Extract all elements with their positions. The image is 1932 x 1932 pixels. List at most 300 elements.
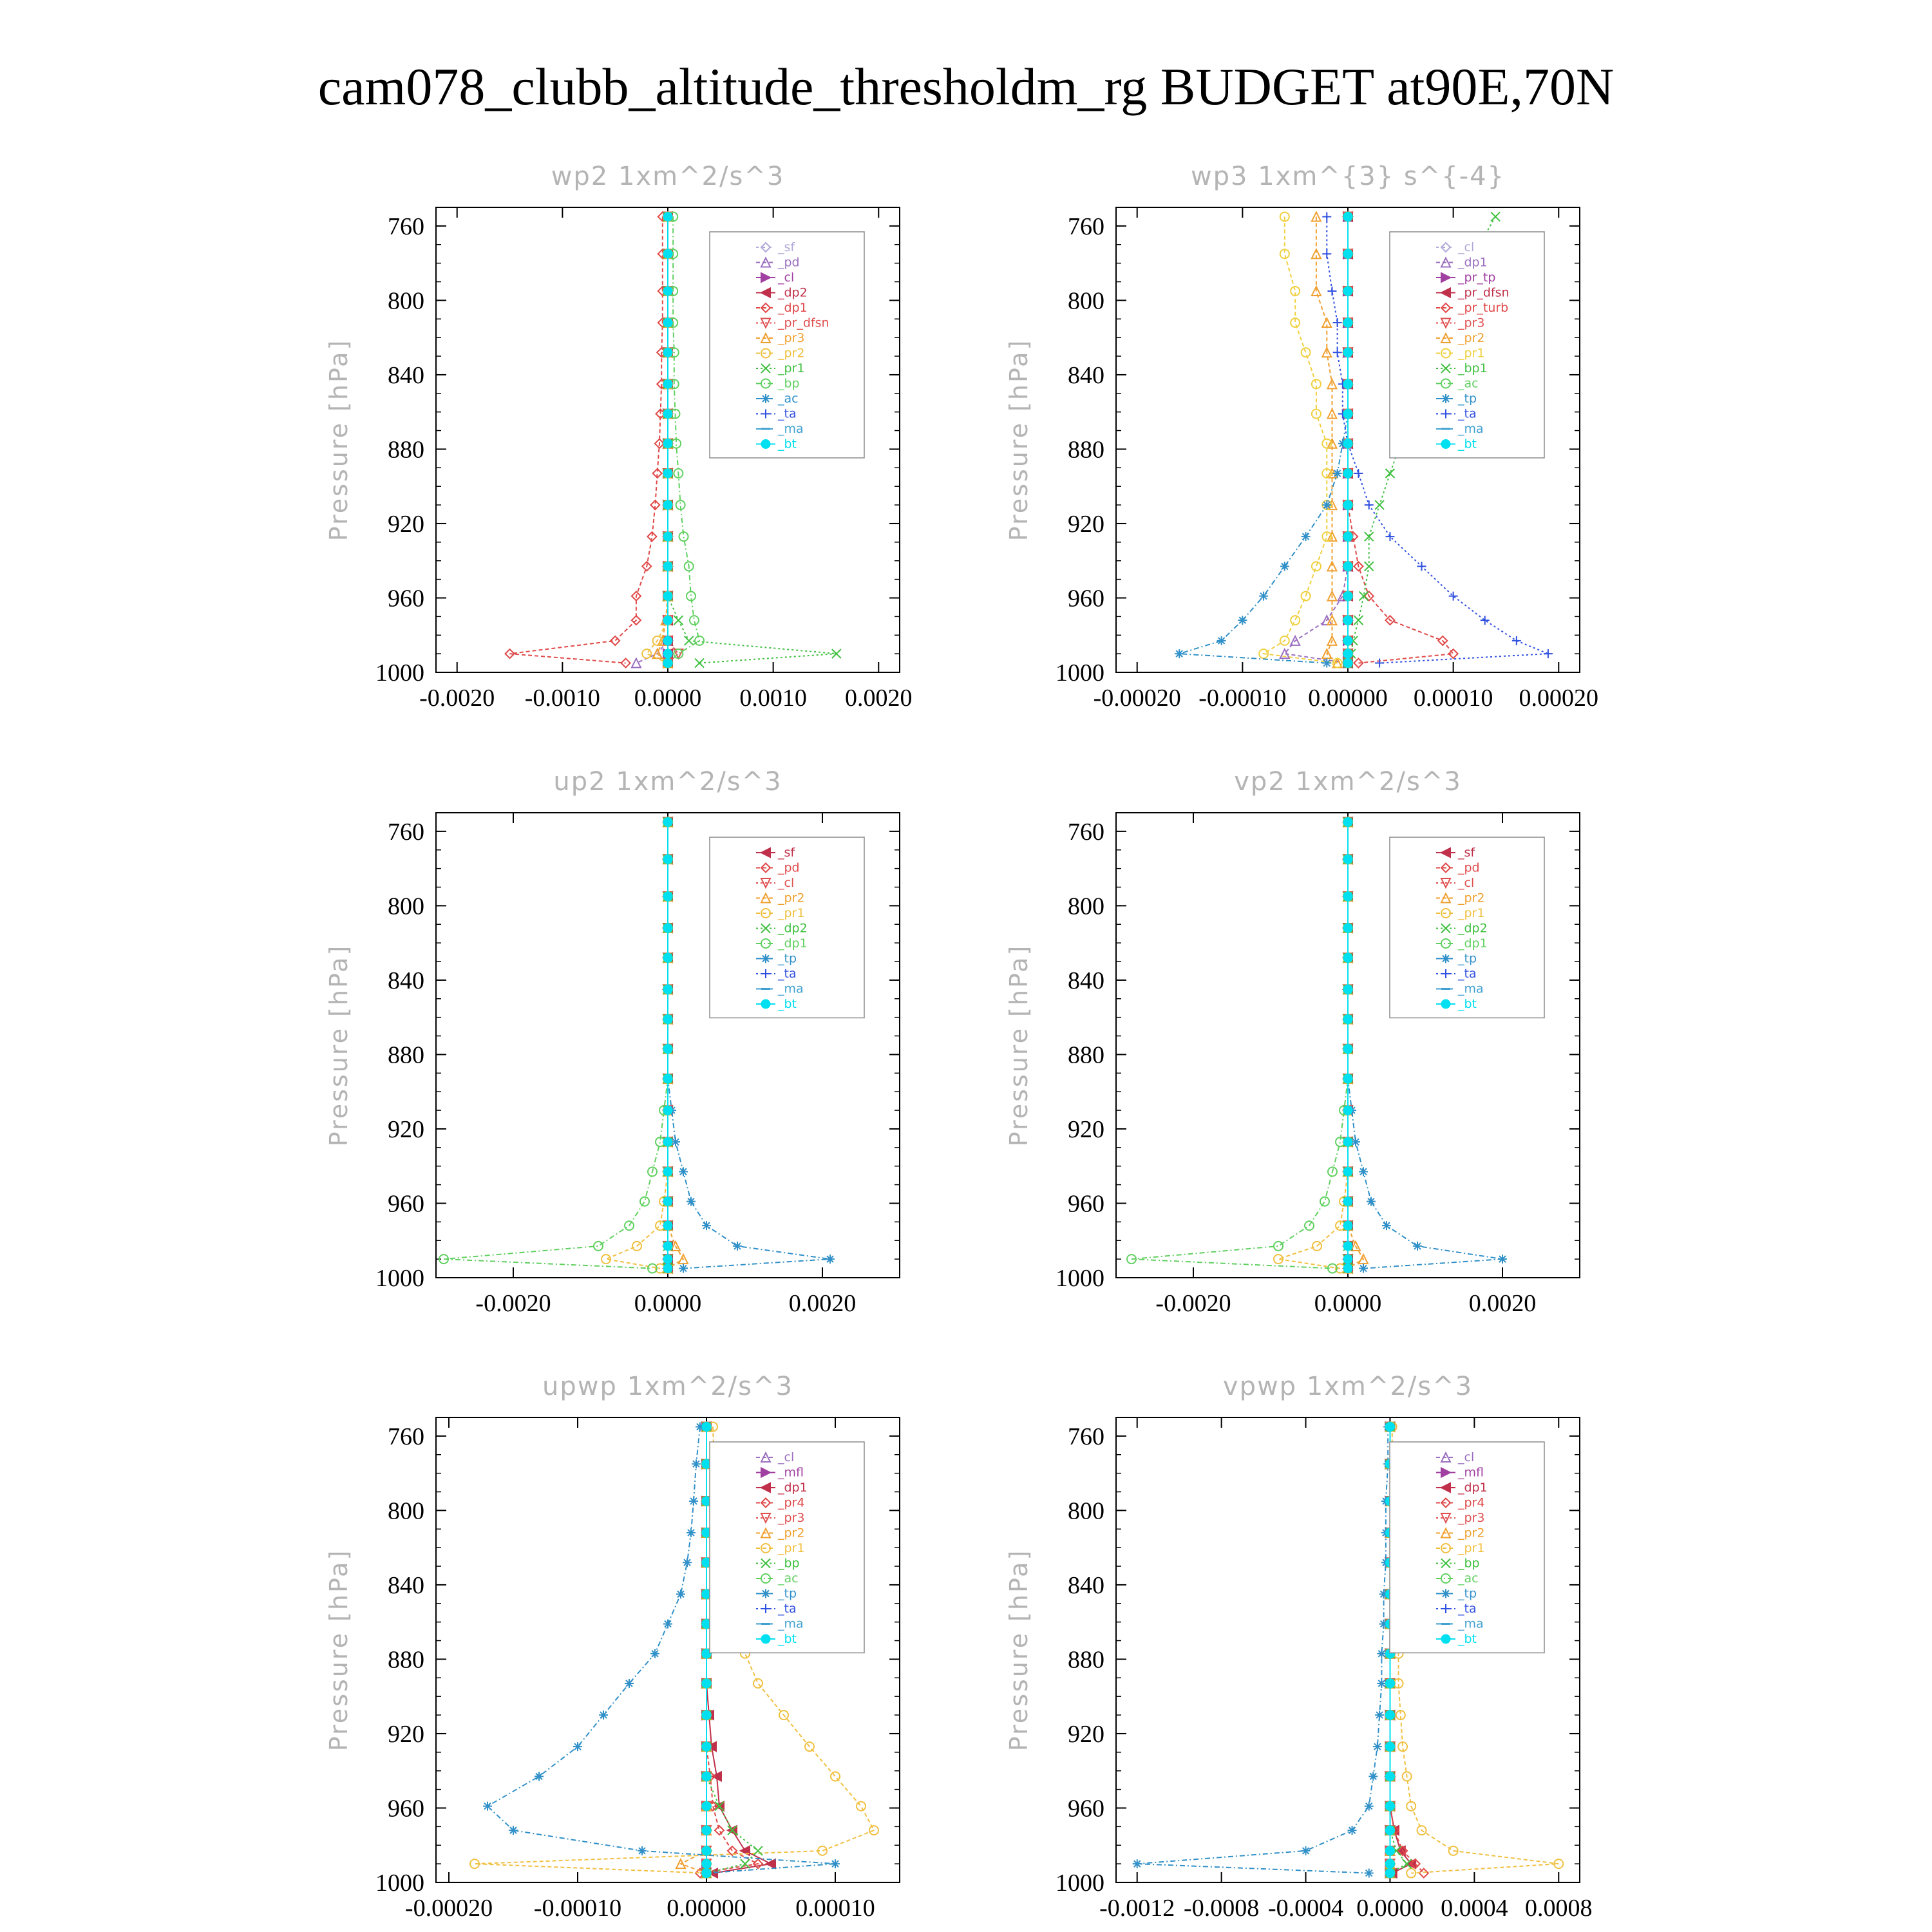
legend-label_dp2: _dp2: [1458, 921, 1488, 936]
data-point_bt: [663, 212, 672, 221]
data-point_bt: [663, 659, 672, 668]
legend-label_pr3: _pr3: [778, 1511, 805, 1525]
x-tick-label: 0.00020: [1519, 685, 1599, 712]
x-tick-label: -0.0020: [1155, 1290, 1231, 1317]
y-tick-label: 1000: [375, 659, 424, 687]
upwp-panel: [325, 1372, 900, 1922]
x-tick-label: -0.0020: [475, 1290, 551, 1317]
data-point_tp: [687, 1528, 696, 1537]
data-point_bt: [1385, 1679, 1394, 1688]
data-point_tp: [676, 1589, 685, 1598]
legend-label_sf: _sf: [778, 240, 795, 254]
data-point_bt: [1385, 1869, 1394, 1878]
data-point_bt: [1343, 892, 1352, 901]
data-point_tp: [1375, 1710, 1384, 1719]
legend-label_dp1: _dp1: [1458, 1481, 1488, 1495]
data-point_bt: [663, 817, 672, 826]
legend-label_ma: _ma: [1458, 422, 1484, 436]
legend-label_cl: _cl: [1458, 1450, 1475, 1464]
data-point_bt: [663, 1045, 672, 1054]
data-point_pr1: [685, 636, 694, 645]
y-tick-label: 760: [388, 818, 424, 846]
data-point_bt: [1343, 1255, 1352, 1264]
legend-marker_ac: [761, 394, 770, 403]
data-point_tp: [1377, 1679, 1386, 1688]
data-point_bp1: [1375, 500, 1384, 509]
data-point_bt: [702, 1802, 711, 1811]
legend-label_pr1: _pr1: [778, 906, 805, 920]
data-point_bt: [1343, 636, 1352, 645]
data-point_bt: [663, 562, 672, 571]
data-point_ta: [1333, 348, 1342, 357]
legend-label_cl: _cl: [1458, 876, 1475, 890]
legend-label_ma: _ma: [1458, 1616, 1484, 1631]
data-point_bt: [663, 318, 672, 327]
vpwp-panel: [1005, 1372, 1593, 1922]
y-tick-label: 840: [388, 967, 424, 994]
data-point_bt: [663, 500, 672, 509]
data-point_bt: [663, 892, 672, 901]
y-tick-label: 920: [388, 1115, 424, 1143]
legend-marker_bt: [1441, 1634, 1450, 1643]
legend-label_bt: _bt: [1458, 1632, 1477, 1646]
data-point_ta: [1333, 318, 1342, 327]
legend-label_bp1: _bp1: [1458, 361, 1488, 375]
data-point_bt: [1385, 1846, 1394, 1855]
legend-label_dp1: _dp1: [778, 301, 808, 315]
legend-label_pr1: _pr1: [778, 361, 805, 375]
legend-label_ta: _ta: [778, 1602, 797, 1616]
legend-label_mfl: _mfl: [778, 1465, 804, 1480]
legend-label_sf: _sf: [1458, 846, 1475, 860]
legend-label_dp1: _dp1: [1458, 936, 1488, 951]
x-tick-label: 0.00010: [795, 1895, 875, 1922]
data-point_tp: [1365, 1869, 1374, 1878]
data-point_tp: [683, 1558, 692, 1567]
data-point_tp: [1259, 592, 1268, 601]
data-point_bt: [1385, 1710, 1394, 1719]
data-point_tp: [1302, 1846, 1311, 1855]
panel-title: vpwp 1xm^2/s^3: [1222, 1372, 1473, 1401]
data-point_tp: [573, 1742, 582, 1751]
data-point_tp: [692, 1459, 701, 1468]
data-point_bt: [663, 1106, 672, 1115]
legend-label_pr_dfsn: _pr_dfsn: [1458, 285, 1510, 300]
legend-label_dp2: _dp2: [778, 285, 808, 300]
x-tick-label: 0.0020: [788, 1290, 857, 1317]
y-tick-label: 800: [388, 287, 424, 315]
legend-marker_bt: [761, 999, 770, 1009]
series-line_dp1: [444, 822, 668, 1268]
data-point_bp1: [1365, 562, 1374, 571]
data-point_bp1: [1385, 469, 1394, 478]
data-point_bt: [1343, 923, 1352, 933]
data-point_bt: [1385, 1802, 1394, 1811]
data-point_ta: [1375, 659, 1384, 668]
legend-label_pr2: _pr2: [1458, 891, 1485, 905]
y-tick-label: 960: [388, 585, 424, 612]
data-point_tp: [650, 1649, 659, 1658]
legend-label_ta: _ta: [1458, 967, 1477, 981]
data-point_bt: [663, 379, 672, 388]
x-tick-label: 0.0000: [1314, 1290, 1382, 1317]
data-point_tp: [1368, 1772, 1378, 1781]
legend-label_pd: _pd: [1458, 860, 1480, 875]
data-point_tp: [826, 1255, 835, 1264]
data-point_bt: [663, 1255, 672, 1264]
data-point_tp: [687, 1197, 696, 1206]
legend-label_ac: _ac: [1458, 1571, 1479, 1586]
data-point_ta: [1322, 212, 1331, 221]
data-point_bt: [663, 1221, 672, 1230]
data-point_bp1: [1491, 212, 1500, 221]
data-point_tp: [1373, 1742, 1382, 1751]
data-point_pr1: [1291, 616, 1300, 625]
data-point_bp: [753, 1846, 762, 1855]
legend-label_cl: _cl: [1458, 240, 1475, 254]
data-point_tp: [1382, 1221, 1391, 1230]
data-point_bt: [1343, 562, 1352, 571]
data-point_dp1: [621, 659, 630, 668]
data-point_bt: [663, 439, 672, 448]
data-point_bt: [1343, 1074, 1352, 1083]
legend-label_bp: _bp: [778, 376, 800, 391]
data-point_bt: [1343, 379, 1352, 388]
x-tick-label: 0.0008: [1525, 1895, 1593, 1922]
data-point_pr1: [1406, 1869, 1416, 1878]
data-point_ta: [1481, 616, 1490, 625]
legend-label_pd: _pd: [778, 860, 800, 875]
y-tick-label: 960: [388, 1795, 424, 1823]
legend-label_ac: _ac: [778, 1571, 799, 1586]
data-point_bt: [1343, 249, 1352, 258]
y-tick-label: 840: [388, 361, 424, 389]
data-point_tp: [1359, 1264, 1368, 1273]
data-point_bt: [663, 985, 672, 994]
panel-title: wp3 1xm^{3} s^{-4}: [1190, 162, 1506, 191]
legend-label_tp: _tp: [1458, 392, 1477, 406]
data-point_dp1: [1274, 1242, 1283, 1251]
legend-label_pr2: _pr2: [1458, 331, 1485, 345]
data-point_bt: [1343, 410, 1352, 419]
data-point_bt: [663, 855, 672, 864]
y-axis-label: Pressure [hPa]: [325, 338, 353, 542]
y-tick-label: 840: [388, 1571, 424, 1599]
data-point_bt: [663, 649, 672, 658]
y-tick-label: 920: [388, 1720, 424, 1748]
data-point_bt: [663, 410, 672, 419]
y-tick-label: 880: [1068, 1041, 1104, 1069]
x-tick-label: 0.0000: [634, 1290, 702, 1317]
y-tick-label: 920: [1068, 510, 1104, 538]
y-tick-label: 760: [388, 1423, 424, 1450]
y-tick-label: 1000: [375, 1870, 424, 1897]
y-tick-label: 760: [1068, 1423, 1104, 1450]
data-point_bt: [702, 1772, 711, 1781]
legend-label_ma: _ma: [778, 1616, 804, 1631]
legend-label_pr1: _pr1: [1458, 1541, 1485, 1555]
data-point_bt: [1343, 1045, 1352, 1054]
data-point_tp: [625, 1679, 634, 1688]
legend-label_pr2: _pr2: [1458, 1526, 1485, 1540]
legend-label_ta: _ta: [778, 967, 797, 981]
legend-label_pr_tp: _pr_tp: [1458, 270, 1496, 285]
x-tick-label: 0.00010: [1413, 685, 1493, 712]
legend-label_pr1: _pr1: [778, 1541, 805, 1555]
data-point_bt: [663, 592, 672, 601]
legend-label_pr1: _pr1: [1458, 346, 1485, 361]
legend-label_pr4: _pr4: [1458, 1495, 1485, 1510]
data-point_bt: [1343, 1242, 1352, 1251]
data-point_dp1: [766, 1859, 775, 1868]
data-point_pr1: [1312, 562, 1321, 571]
data-point_pr1: [857, 1802, 866, 1811]
y-tick-label: 840: [1068, 967, 1104, 994]
data-point_bt: [1385, 1772, 1394, 1781]
y-tick-label: 840: [1068, 361, 1104, 389]
data-point_ta: [1512, 636, 1521, 645]
data-point_bp: [741, 1859, 750, 1868]
data-point_tp: [483, 1802, 492, 1811]
data-point_bt: [1343, 212, 1352, 221]
data-point_bt: [1343, 817, 1352, 826]
data-point_bt: [1343, 1015, 1352, 1024]
data-point_bt: [1343, 659, 1352, 668]
figure-title: cam078_clubb_altitude_thresholdm_rg BUDGET at90E,70N: [317, 57, 1615, 116]
data-point_bt: [663, 532, 672, 541]
legend-marker_bt: [761, 1634, 770, 1643]
series-line_pr1: [1264, 216, 1338, 663]
data-point_tp: [1367, 1197, 1376, 1206]
legend-label_bt: _bt: [1458, 997, 1477, 1011]
y-tick-label: 960: [1068, 1190, 1104, 1218]
data-point_bt: [702, 1422, 711, 1431]
data-point_tp: [663, 1620, 672, 1629]
y-tick-label: 800: [388, 893, 424, 920]
legend-label_tp: _tp: [1458, 951, 1477, 966]
data-point_tp: [599, 1710, 608, 1719]
x-tick-label: -0.0010: [524, 685, 600, 712]
data-point_tp: [689, 1497, 698, 1506]
legend-label_bp: _bp: [1458, 1556, 1480, 1571]
legend-marker_tp: [1441, 394, 1450, 403]
legend-label_bp: _bp: [778, 1556, 800, 1571]
data-point_bt: [663, 1137, 672, 1146]
data-point_bt: [702, 1869, 711, 1878]
data-point_bt: [702, 1846, 711, 1855]
legend-marker_tp: [1441, 954, 1450, 963]
data-point_tp: [1413, 1242, 1422, 1251]
data-point_bt: [1343, 649, 1352, 658]
x-tick-label: 0.0010: [739, 685, 807, 712]
data-point_bt: [663, 616, 672, 625]
data-point_ta: [1449, 592, 1458, 601]
legend-marker_tp: [1441, 1589, 1450, 1598]
data-point_pr4: [715, 1826, 724, 1835]
data-point_tp: [1217, 636, 1226, 645]
x-tick-label: -0.00020: [404, 1895, 493, 1922]
y-tick-label: 760: [1068, 818, 1104, 846]
data-point_bt: [663, 923, 672, 933]
data-point_bt: [1343, 348, 1352, 357]
data-point_tp: [733, 1242, 742, 1251]
y-tick-label: 1000: [1056, 1870, 1104, 1897]
data-point_bt: [1343, 439, 1352, 448]
y-axis-label: Pressure [hPa]: [325, 1548, 353, 1752]
y-tick-label: 880: [388, 1041, 424, 1069]
data-point_bt: [702, 1826, 711, 1835]
legend-label_pr2: _pr2: [778, 891, 805, 905]
data-point_pr1: [695, 659, 704, 668]
data-point_tp: [1133, 1859, 1142, 1868]
panel-title: upwp 1xm^2/s^3: [542, 1372, 793, 1401]
legend-label_mfl: _mfl: [1458, 1465, 1484, 1480]
panel-title: wp2 1xm^2/s^3: [551, 162, 785, 191]
legend-label_tp: _tp: [778, 951, 797, 966]
y-axis-label: Pressure [hPa]: [325, 943, 353, 1147]
data-point_bt: [1343, 287, 1352, 296]
data-point_tp: [679, 1167, 688, 1176]
legend-marker_tp: [761, 954, 770, 963]
legend-label_cl: _cl: [778, 876, 795, 890]
data-point_bt: [1343, 469, 1352, 478]
data-point_bt: [702, 1742, 711, 1751]
legend-label_pd: _pd: [778, 255, 800, 270]
panel-title: up2 1xm^2/s^3: [553, 767, 782, 797]
data-point_bt: [702, 1710, 711, 1719]
legend-label_dp1: _dp1: [778, 936, 808, 951]
legend-label_ac: _ac: [778, 392, 799, 406]
y-tick-label: 880: [388, 436, 424, 464]
legend-label_pr3: _pr3: [1458, 1511, 1485, 1525]
data-point_tp: [638, 1846, 647, 1855]
data-point_bt: [1343, 500, 1352, 509]
legend-label_cl: _cl: [778, 1450, 795, 1464]
legend-label_dp1: _dp1: [1458, 255, 1488, 270]
data-point_bt: [1343, 616, 1352, 625]
y-axis-label: Pressure [hPa]: [1005, 1548, 1033, 1752]
data-point_bt: [1343, 953, 1352, 962]
data-point_tp: [1175, 649, 1184, 658]
data-point_tp: [509, 1826, 518, 1835]
legend-label_ta: _ta: [1458, 406, 1477, 421]
data-point_ta: [1385, 532, 1394, 541]
y-tick-label: 920: [388, 510, 424, 538]
y-tick-label: 960: [1068, 585, 1104, 612]
legend-label_ma: _ma: [1458, 981, 1484, 996]
x-tick-label: 0.0004: [1441, 1895, 1508, 1922]
x-tick-label: -0.0020: [419, 685, 495, 712]
data-point_tp: [1498, 1255, 1507, 1264]
x-tick-label: -0.00010: [533, 1895, 622, 1922]
legend-label_pr3: _pr3: [778, 331, 805, 345]
data-point_bt: [663, 1167, 672, 1176]
series-line_pr1: [606, 822, 668, 1268]
y-tick-label: 840: [1068, 1571, 1104, 1599]
data-point_ta: [1322, 249, 1331, 258]
y-tick-label: 880: [388, 1646, 424, 1674]
x-tick-label: -0.0008: [1184, 1895, 1260, 1922]
x-tick-label: 0.00000: [1308, 685, 1388, 712]
legend-label_bt: _bt: [778, 1632, 797, 1646]
legend-label_ta: _ta: [1458, 1602, 1477, 1616]
y-tick-label: 1000: [1056, 1265, 1104, 1292]
panel-title: vp2 1xm^2/s^3: [1234, 767, 1462, 797]
data-point_bt: [663, 1242, 672, 1251]
data-point_tp: [1322, 659, 1331, 668]
y-tick-label: 760: [388, 213, 424, 240]
data-point_dp1: [640, 1197, 649, 1206]
data-point_ta: [1354, 469, 1363, 478]
legend-label_ma: _ma: [778, 422, 804, 436]
data-point_pr1: [674, 616, 683, 625]
legend-label_pr_dfsn: _pr_dfsn: [778, 316, 829, 330]
data-point_tp: [1302, 532, 1311, 541]
data-point_dp1: [1320, 1197, 1329, 1206]
y-tick-label: 920: [1068, 1115, 1104, 1143]
data-point_bt: [663, 1074, 672, 1083]
x-tick-label: -0.0012: [1099, 1895, 1175, 1922]
legend-marker_bt: [1441, 440, 1450, 449]
x-tick-label: 0.00000: [667, 1895, 746, 1922]
x-tick-label: -0.0004: [1267, 1895, 1344, 1922]
data-point_pr1: [831, 1772, 840, 1781]
data-point_tp: [1359, 1167, 1368, 1176]
data-point_bt: [1343, 985, 1352, 994]
data-point_bp1: [1354, 616, 1363, 625]
legend-label_pr4: _pr4: [778, 1495, 805, 1510]
legend-label_bt: _bt: [778, 437, 797, 451]
legend-label_tp: _tp: [1458, 1586, 1477, 1601]
legend-label_sf: _sf: [778, 846, 795, 860]
y-tick-label: 880: [1068, 1646, 1104, 1674]
data-point_bt: [702, 1679, 711, 1688]
series-line_dp1: [510, 216, 663, 663]
y-tick-label: 920: [1068, 1720, 1104, 1748]
legend-label_dp2: _dp2: [778, 921, 808, 936]
data-point_tp: [702, 1221, 711, 1230]
data-point_bt: [1343, 1197, 1352, 1206]
y-tick-label: 800: [1068, 893, 1104, 920]
legend-label_pr2: _pr2: [778, 346, 805, 361]
data-point_bt: [1385, 1422, 1394, 1431]
data-point_dp1: [594, 1242, 603, 1251]
up2-panel: [325, 767, 900, 1317]
data-point_tp: [1238, 616, 1247, 625]
data-point_pr1: [753, 1679, 762, 1688]
data-point_pr2: [642, 649, 651, 658]
legend-label_cl: _cl: [778, 270, 795, 285]
x-tick-label: 0.0000: [1356, 1895, 1424, 1922]
data-point_bt: [663, 636, 672, 645]
data-point_bt: [663, 348, 672, 357]
data-point_tp: [831, 1859, 840, 1868]
y-tick-label: 1000: [375, 1265, 424, 1292]
data-point_bt: [1343, 532, 1352, 541]
x-tick-label: 0.0000: [634, 685, 702, 712]
y-axis-label: Pressure [hPa]: [1005, 943, 1033, 1147]
data-point_tp: [1333, 469, 1342, 478]
data-point_bt: [1343, 855, 1352, 864]
series-line_dp1: [1132, 822, 1348, 1268]
data-point_tp: [1280, 562, 1289, 571]
y-tick-label: 800: [1068, 1497, 1104, 1525]
y-tick-label: 960: [388, 1190, 424, 1218]
data-point_bt: [663, 1264, 672, 1273]
data-point_tp: [535, 1772, 544, 1781]
data-point_bt: [1343, 1167, 1352, 1176]
data-point_bt: [1385, 1826, 1394, 1835]
